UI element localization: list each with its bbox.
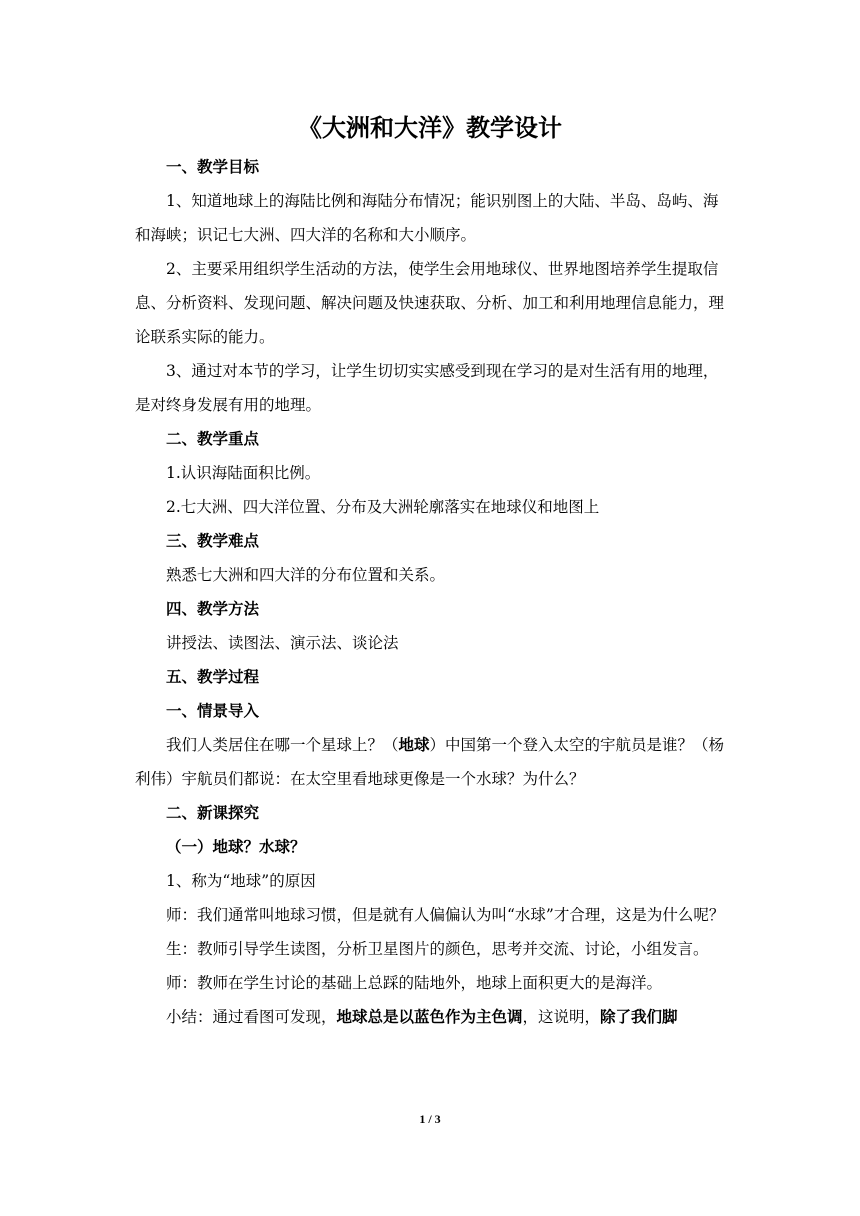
subsection-heading-earth-water: （一）地球？水球？ bbox=[166, 838, 306, 856]
section-heading-difficulties: 三、教学难点 bbox=[166, 532, 260, 550]
summary-text-c: ，这说明， bbox=[522, 1008, 601, 1026]
page-title: 《大洲和大洋》教学设计 bbox=[298, 114, 562, 142]
summary-text-a: 小结：通过看图可发现， bbox=[166, 1008, 337, 1026]
intro-text-c: ）中国第一个登入太空的宇航员是谁？（杨利伟）宇航员们都说：在太空里看地球更像是一个水球？为什么？ bbox=[135, 736, 725, 788]
section-heading-key-points: 二、教学重点 bbox=[166, 430, 260, 448]
section-heading-teaching-goals: 一、教学目标 bbox=[166, 158, 260, 176]
document-body bbox=[135, 150, 727, 1034]
goal-paragraph-3: 3、通过对本节的学习，让学生切切实实感受到现在学习的是对生活有用的地理，是对终身发展有用的地理。 bbox=[135, 362, 719, 414]
student-paragraph-1: 生：教师引导学生读图，分析卫星图片的颜色，思考并交流、讨论，小组发言。 bbox=[166, 940, 709, 958]
intro-text-a: 我们人类居住在哪一个星球上？（ bbox=[166, 736, 399, 754]
goal-paragraph-1: 1、知道地球上的海陆比例和海陆分布情况；能识别图上的大陆、半岛、岛屿、海和海峡；识记七大洲、四大洋的名称和大小顺序。 bbox=[135, 192, 719, 244]
section-heading-methods: 四、教学方法 bbox=[166, 600, 260, 618]
methods-text: 讲授法、读图法、演示法、谈论法 bbox=[166, 634, 399, 652]
intro-paragraph bbox=[135, 728, 727, 796]
difficulty-text: 熟悉七大洲和四大洋的分布位置和关系。 bbox=[166, 566, 446, 584]
intro-answer-earth: 地球 bbox=[398, 736, 430, 754]
summary-bold-blue: 地球总是以蓝色作为主色调 bbox=[336, 1008, 523, 1026]
key-point-2: 2.七大洲、四大洋位置、分布及大洲轮廓落实在地球仪和地图上 bbox=[166, 498, 600, 516]
summary-bold-feet: 除了我们脚 bbox=[600, 1008, 678, 1026]
section-heading-new-lesson: 二、新课探究 bbox=[166, 804, 260, 822]
section-heading-process: 五、教学过程 bbox=[166, 668, 260, 686]
section-heading-intro: 一、情景导入 bbox=[166, 702, 260, 720]
summary-paragraph bbox=[135, 1000, 727, 1034]
subsection-item-1: 1、称为“地球”的原因 bbox=[166, 872, 316, 890]
teacher-paragraph-1: 师：我们通常叫地球习惯，但是就有人偏偏认为叫“水球”才合理，这是为什么呢？ bbox=[166, 906, 725, 924]
key-point-1: 1.认识海陆面积比例。 bbox=[166, 464, 321, 482]
page-number: 1 / 3 bbox=[419, 1112, 441, 1126]
teacher-paragraph-2: 师：教师在学生讨论的基础上总踩的陆地外，地球上面积更大的是海洋。 bbox=[166, 974, 663, 992]
goal-paragraph-2: 2、主要采用组织学生活动的方法，使学生会用地球仪、世界地图培养学生提取信息、分析资料、发现问题、解决问题及快速获取、分析、加工和利用地理信息能力，理论联系实际的能力。 bbox=[135, 260, 725, 346]
